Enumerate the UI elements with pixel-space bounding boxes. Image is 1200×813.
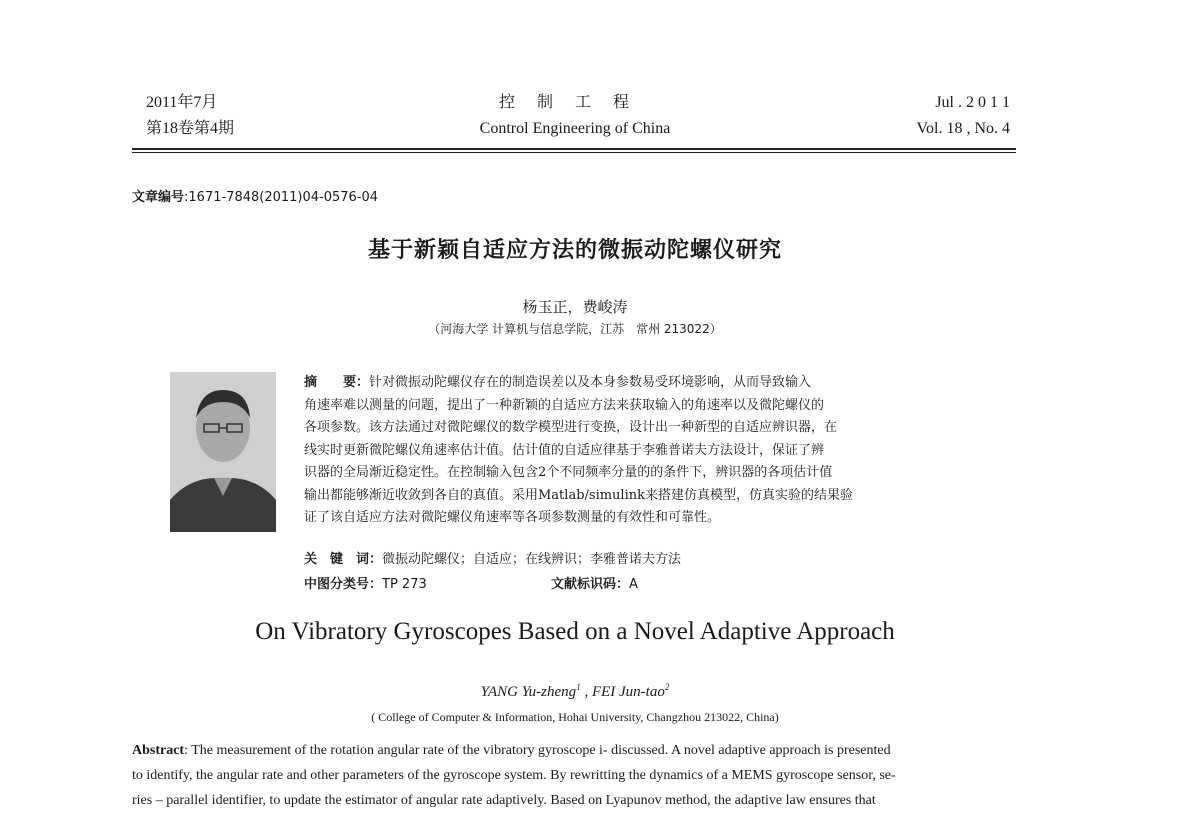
abstract-en-line: ries – parallel identifier, to update the estimator of angular rate adaptively. Based on Lyapunov method, the adaptive law ensures that xyxy=(132,793,876,808)
abstract-en-line: to identify, the angular rate and other parameters of the gyroscope system. By rewritting the dynamics of a MEMS gyroscope sensor, se- xyxy=(132,768,896,783)
author-1-affil-mark: 1 xyxy=(576,682,581,692)
issue-info-en xyxy=(917,90,1011,142)
author-photo xyxy=(170,372,276,532)
abstract-cn-label: 摘 要： xyxy=(304,375,370,390)
abstract-cn-line: 输出都能够渐近收敛到各自的真值。采用Matlab/simulink来搭建仿真模型，仿真实验的结果验 xyxy=(304,487,853,503)
abstract-cn-line: 摘 要：针对微振动陀螺仪存在的制造误差以及本身参数易受环境影响，从而导致输入 xyxy=(304,375,812,390)
abstract-cn-line: 识器的全局渐近稳定性。在控制输入包含2个不同频率分量的的条件下，辨识器的各项估计值 xyxy=(304,465,833,480)
classification-number xyxy=(304,573,427,592)
journal-name-en: Control Engineering of China xyxy=(479,120,671,137)
affiliation-en: ( College of Computer & Information, Hohai University, Changzhou 213022, China) xyxy=(371,710,779,724)
article-number-value: :1671-7848(2011)04-0576-04 xyxy=(184,190,379,205)
abstract-cn-line: 各项参数。该方法通过对微陀螺仪的数学模型进行变换，设计出一种新型的自适应辨识器，在 xyxy=(304,420,838,435)
header-rule-thin xyxy=(132,152,1016,153)
document-code xyxy=(551,573,638,592)
issue-volume-en: Vol. 18 , No. 4 xyxy=(916,120,1010,137)
abstract-cn-line: 角速率难以测量的问题，提出了一种新颖的自适应方法来获取输入的角速率以及微陀螺仪的 xyxy=(304,397,825,413)
issue-date-en: Jul . 2 0 1 1 xyxy=(935,94,1010,111)
abstract-en-line: Abstract: The measurement of the rotation angular rate of the vibratory gyroscope i- discussed. A novel adaptive approach is presented xyxy=(132,743,891,758)
issue-volume-cn: 第18卷第4期 xyxy=(146,120,235,137)
abstract-en-label: Abstract xyxy=(132,743,185,758)
article-number xyxy=(132,186,378,205)
keywords-cn-value: 微振动陀螺仪；自适应；在线辨识；李雅普诺夫方法 xyxy=(382,552,682,567)
author-separator: , xyxy=(580,684,592,700)
abstract-cn-line: 线实时更新微陀螺仪角速率估计值。估计值的自适应律基于李雅普诺夫方法设计，保证了辨 xyxy=(304,442,825,458)
paper-title-en: On Vibratory Gyroscopes Based on a Novel Adaptive Approach xyxy=(255,618,895,645)
document-code-value: A xyxy=(629,577,638,592)
header-rule-thick xyxy=(132,148,1016,150)
author-1: YANG Yu-zheng xyxy=(480,684,577,700)
abstract-en xyxy=(132,738,1016,813)
author-2-affil-mark: 2 xyxy=(664,682,670,692)
issue-date-cn: 2011年7月 xyxy=(146,94,218,111)
paper-title-cn: 基于新颖自适应方法的微振动陀螺仪研究 xyxy=(367,238,782,263)
classification-value: TP 273 xyxy=(382,577,427,592)
article-number-label: 文章编号 xyxy=(132,190,185,205)
author-photo-image xyxy=(170,372,276,532)
journal-name-cn: 控制工程 xyxy=(498,94,651,111)
document-code-label: 文献标识码： xyxy=(551,577,630,592)
affiliation-cn: （河海大学 计算机与信息学院，江苏 常州 213022） xyxy=(428,322,722,336)
keywords-cn-label: 关 键 词： xyxy=(304,552,383,567)
classification-label: 中图分类号： xyxy=(304,577,383,592)
authors-en xyxy=(0,682,1150,701)
keywords-cn xyxy=(304,548,681,567)
authors-cn: 杨玉正，费峻涛 xyxy=(522,298,628,316)
author-2: FEI Jun-tao xyxy=(591,684,665,700)
abstract-cn-line: 证了该自适应方法对微陀螺仪角速率等各项参数测量的有效性和可靠性。 xyxy=(304,510,721,525)
abstract-cn xyxy=(304,372,980,530)
